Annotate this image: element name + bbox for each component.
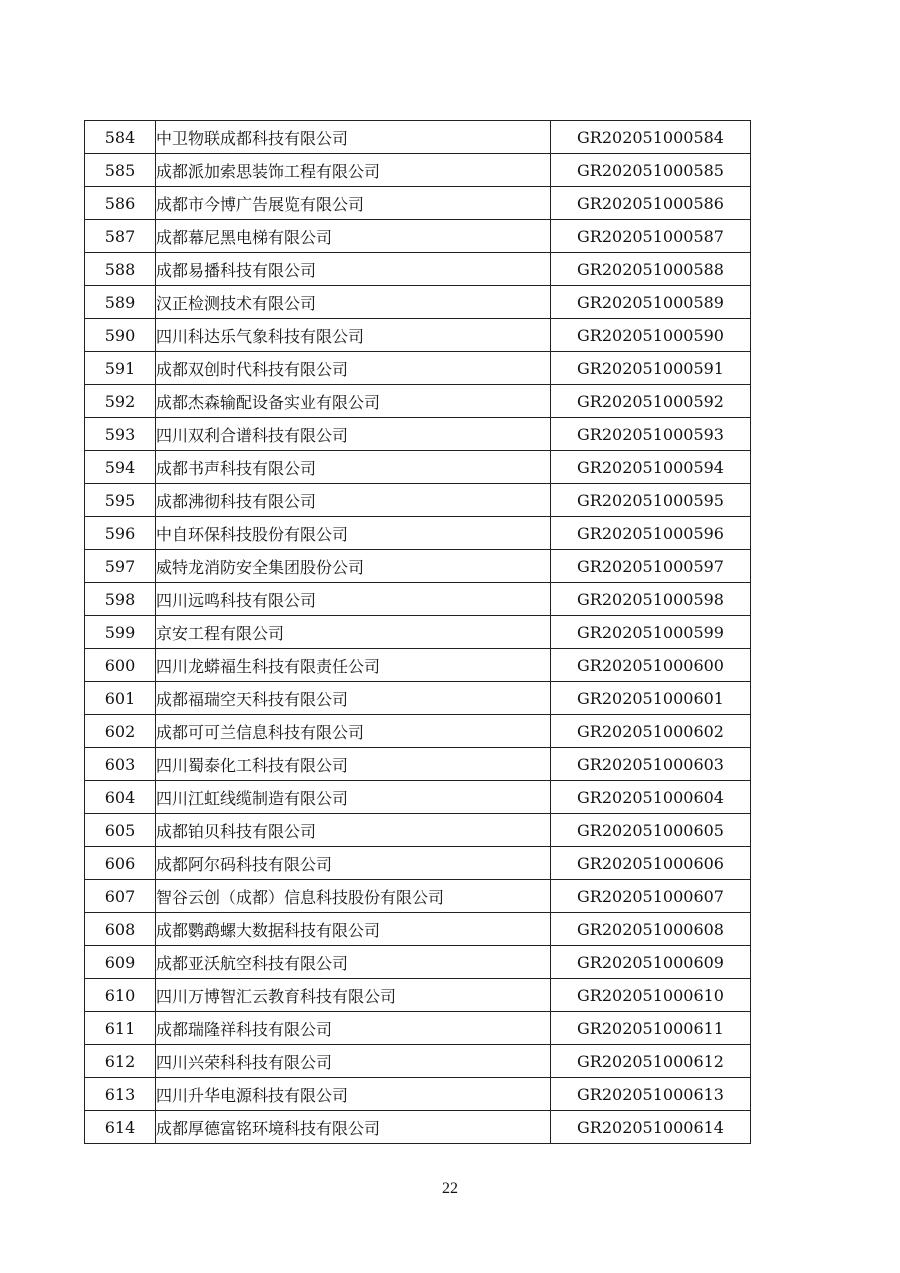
table-row: [85, 121, 751, 154]
table-row: [85, 385, 751, 418]
table-row: [85, 187, 751, 220]
certificate-number: GR202051000605: [551, 814, 751, 847]
table-row: [85, 979, 751, 1012]
company-list-table: [84, 120, 751, 1144]
certificate-number: GR202051000608: [551, 913, 751, 946]
row-number: 614: [85, 1111, 156, 1144]
table-row: [85, 1111, 751, 1144]
company-name: 京安工程有限公司: [156, 616, 551, 649]
table-row: [85, 814, 751, 847]
table-row: [85, 880, 751, 913]
company-name: 成都可可兰信息科技有限公司: [156, 715, 551, 748]
certificate-number: GR202051000586: [551, 187, 751, 220]
table-row: [85, 550, 751, 583]
company-name: 成都瑞隆祥科技有限公司: [156, 1012, 551, 1045]
row-number: 604: [85, 781, 156, 814]
row-number: 611: [85, 1012, 156, 1045]
table-row: [85, 451, 751, 484]
row-number: 585: [85, 154, 156, 187]
company-name: 中自环保科技股份有限公司: [156, 517, 551, 550]
company-name: 四川蜀泰化工科技有限公司: [156, 748, 551, 781]
row-number: 601: [85, 682, 156, 715]
row-number: 597: [85, 550, 156, 583]
certificate-number: GR202051000598: [551, 583, 751, 616]
certificate-number: GR202051000613: [551, 1078, 751, 1111]
row-number: 588: [85, 253, 156, 286]
table-row: [85, 715, 751, 748]
table-row: [85, 484, 751, 517]
certificate-number: GR202051000612: [551, 1045, 751, 1078]
company-name: 四川升华电源科技有限公司: [156, 1078, 551, 1111]
company-name: 中卫物联成都科技有限公司: [156, 121, 551, 154]
table-row: [85, 748, 751, 781]
row-number: 598: [85, 583, 156, 616]
page-number: 22: [442, 1180, 458, 1197]
row-number: 605: [85, 814, 156, 847]
company-name: 四川江虹线缆制造有限公司: [156, 781, 551, 814]
certificate-number: GR202051000599: [551, 616, 751, 649]
company-name: 汉正检测技术有限公司: [156, 286, 551, 319]
table-row: [85, 583, 751, 616]
table-row: [85, 781, 751, 814]
company-name: 四川兴荣科科技有限公司: [156, 1045, 551, 1078]
certificate-number: GR202051000595: [551, 484, 751, 517]
table-row: [85, 220, 751, 253]
certificate-number: GR202051000597: [551, 550, 751, 583]
company-name: 成都市今博广告展览有限公司: [156, 187, 551, 220]
row-number: 600: [85, 649, 156, 682]
row-number: 589: [85, 286, 156, 319]
row-number: 610: [85, 979, 156, 1012]
table-row: [85, 517, 751, 550]
row-number: 584: [85, 121, 156, 154]
table-row: [85, 154, 751, 187]
company-name: 成都书声科技有限公司: [156, 451, 551, 484]
table-row: [85, 253, 751, 286]
company-name: 成都鹦鹉螺大数据科技有限公司: [156, 913, 551, 946]
certificate-number: GR202051000584: [551, 121, 751, 154]
company-name: 成都沸彻科技有限公司: [156, 484, 551, 517]
table-row: [85, 1012, 751, 1045]
table-row: [85, 847, 751, 880]
company-name: 成都幕尼黑电梯有限公司: [156, 220, 551, 253]
table-row: [85, 286, 751, 319]
company-name: 成都福瑞空天科技有限公司: [156, 682, 551, 715]
certificate-number: GR202051000587: [551, 220, 751, 253]
table-row: [85, 649, 751, 682]
table-body: [85, 121, 751, 1144]
certificate-number: GR202051000614: [551, 1111, 751, 1144]
row-number: 602: [85, 715, 156, 748]
row-number: 596: [85, 517, 156, 550]
table-row: [85, 913, 751, 946]
certificate-number: GR202051000596: [551, 517, 751, 550]
row-number: 590: [85, 319, 156, 352]
table-row: [85, 319, 751, 352]
certificate-number: GR202051000588: [551, 253, 751, 286]
row-number: 612: [85, 1045, 156, 1078]
company-name: 成都易播科技有限公司: [156, 253, 551, 286]
row-number: 594: [85, 451, 156, 484]
row-number: 591: [85, 352, 156, 385]
row-number: 607: [85, 880, 156, 913]
company-name: 四川双利合谱科技有限公司: [156, 418, 551, 451]
row-number: 606: [85, 847, 156, 880]
certificate-number: GR202051000592: [551, 385, 751, 418]
certificate-number: GR202051000594: [551, 451, 751, 484]
company-name: 四川万博智汇云教育科技有限公司: [156, 979, 551, 1012]
company-name: 智谷云创（成都）信息科技股份有限公司: [156, 880, 551, 913]
certificate-number: GR202051000609: [551, 946, 751, 979]
certificate-number: GR202051000590: [551, 319, 751, 352]
table-row: [85, 616, 751, 649]
company-name: 成都铂贝科技有限公司: [156, 814, 551, 847]
table-row: [85, 1045, 751, 1078]
certificate-number: GR202051000600: [551, 649, 751, 682]
certificate-number: GR202051000606: [551, 847, 751, 880]
certificate-number: GR202051000611: [551, 1012, 751, 1045]
certificate-number: GR202051000610: [551, 979, 751, 1012]
table-row: [85, 1078, 751, 1111]
row-number: 603: [85, 748, 156, 781]
company-name: 成都双创时代科技有限公司: [156, 352, 551, 385]
certificate-number: GR202051000602: [551, 715, 751, 748]
row-number: 587: [85, 220, 156, 253]
row-number: 613: [85, 1078, 156, 1111]
company-name: 成都亚沃航空科技有限公司: [156, 946, 551, 979]
row-number: 595: [85, 484, 156, 517]
certificate-number: GR202051000589: [551, 286, 751, 319]
table-row: [85, 352, 751, 385]
company-name: 成都阿尔码科技有限公司: [156, 847, 551, 880]
company-name: 成都派加索思装饰工程有限公司: [156, 154, 551, 187]
certificate-number: GR202051000603: [551, 748, 751, 781]
company-name: 成都厚德富铭环境科技有限公司: [156, 1111, 551, 1144]
row-number: 586: [85, 187, 156, 220]
row-number: 608: [85, 913, 156, 946]
company-name: 四川龙蟒福生科技有限责任公司: [156, 649, 551, 682]
certificate-number: GR202051000607: [551, 880, 751, 913]
row-number: 599: [85, 616, 156, 649]
company-name: 成都杰森输配设备实业有限公司: [156, 385, 551, 418]
row-number: 593: [85, 418, 156, 451]
company-name: 威特龙消防安全集团股份公司: [156, 550, 551, 583]
certificate-number: GR202051000585: [551, 154, 751, 187]
row-number: 592: [85, 385, 156, 418]
company-name: 四川远鸣科技有限公司: [156, 583, 551, 616]
row-number: 609: [85, 946, 156, 979]
table-row: [85, 946, 751, 979]
company-name: 四川科达乐气象科技有限公司: [156, 319, 551, 352]
certificate-number: GR202051000591: [551, 352, 751, 385]
certificate-number: GR202051000601: [551, 682, 751, 715]
table-row: [85, 418, 751, 451]
certificate-number: GR202051000593: [551, 418, 751, 451]
table-row: [85, 682, 751, 715]
certificate-number: GR202051000604: [551, 781, 751, 814]
